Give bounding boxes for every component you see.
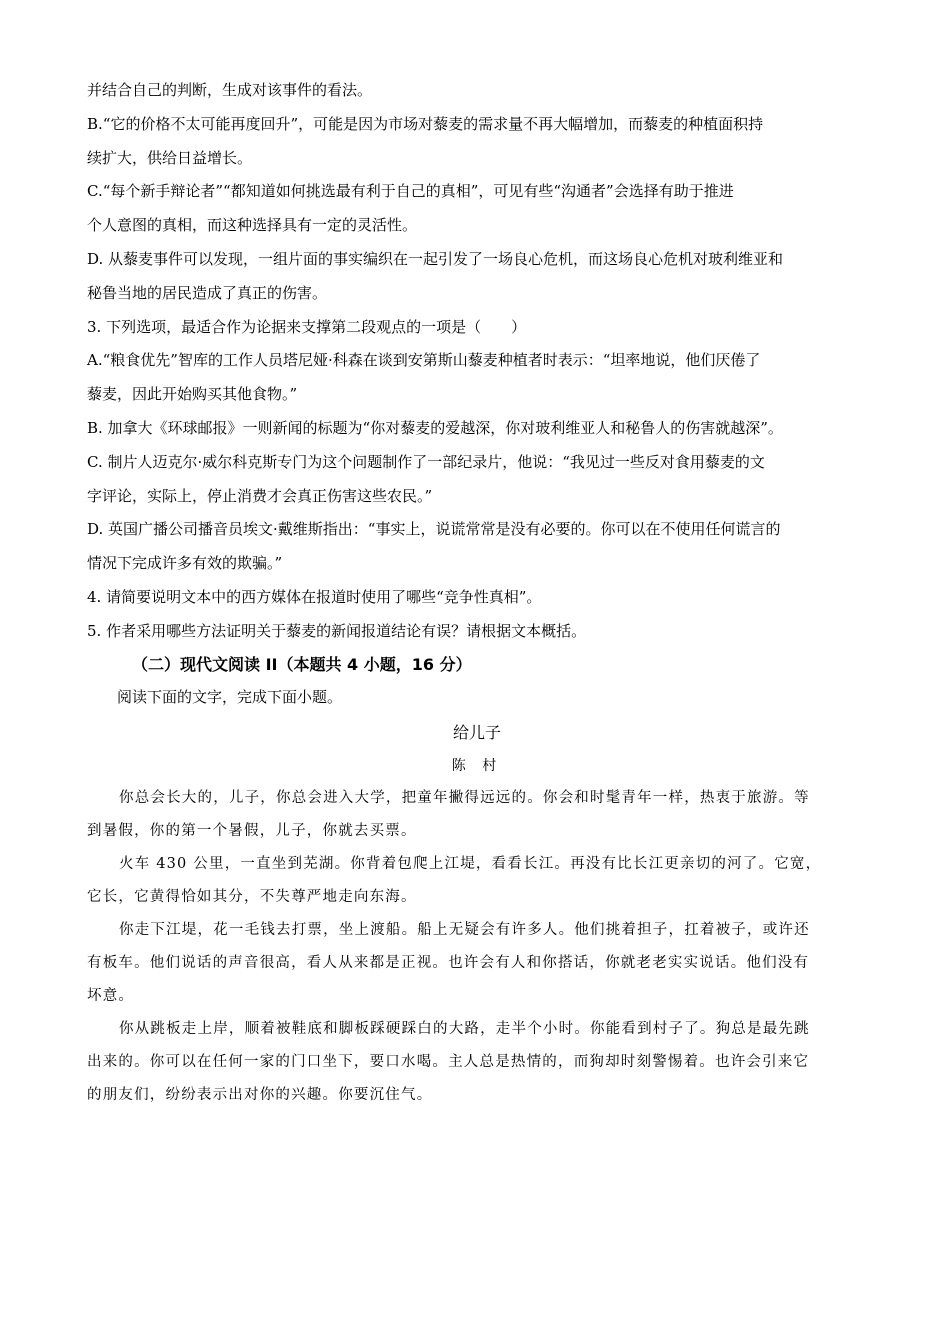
prose-paragraph-1-line-1: 你总会长大的，儿子，你总会进入大学，把童年撇得远远的。你会和时髦青年一样，热衷于旅游。等 (119, 790, 810, 807)
question-5: 5. 作者采用哪些方法证明关于藜麦的新闻报道结论有误？请根据文本概括。 (87, 621, 587, 640)
option-b-line-2: 续扩大，供给日益增长。 (87, 148, 253, 167)
option-d-line-1: D. 从藜麦事件可以发现，一组片面的事实编织在一起引发了一场良心危机，而这场良心危机对玻利维亚和 (87, 249, 784, 268)
section-heading: （二）现代文阅读 II（本题共 4 小题，16 分） (132, 654, 472, 674)
option-c-line-1: C.“每个新手辩论者”“都知道如何挑选最有利于自己的真相”，可见有些“沟通者”会选择有助于推进 (87, 182, 734, 201)
option-c-line-2: 个人意图的真相，而这种选择具有一定的灵活性。 (87, 216, 418, 235)
prose-paragraph-2-line-1: 火车 430 公里，一直坐到芜湖。你背着包爬上江堤，看看长江。再没有比长江更亲切的河了。它宽， (119, 856, 822, 873)
prose-paragraph-3-line-1: 你走下江堤，花一毛钱去打票，坐上渡船。船上无疑会有许多人。他们挑着担子，扛着被子，或许还 (119, 922, 810, 939)
q3-option-a-line-2: 藜麦，因此开始购买其他食物。” (87, 385, 298, 404)
section-instruction: 阅读下面的文字，完成下面小题。 (117, 687, 343, 706)
prose-paragraph-1-line-2: 到暑假，你的第一个暑假，儿子，你就去买票。 (87, 823, 417, 840)
question-3: 3. 下列选项，最适合作为论据来支撑第二段观点的一项是（ ） (87, 317, 527, 336)
passage-title: 给儿子 (452, 723, 501, 743)
prose-paragraph-4-line-1: 你从跳板走上岸，顺着被鞋底和脚板踩硬踩白的大路，走半个小时。你能看到村子了。狗总是最先跳 (119, 1021, 810, 1038)
prose-paragraph-3-line-3: 坏意。 (87, 988, 135, 1005)
document-page (87, 74, 867, 1112)
prose-paragraph-4-line-3: 的朋友们，纷纷表示出对你的兴趣。你要沉住气。 (87, 1087, 433, 1104)
q3-option-d-line-2: 情况下完成许多有效的欺骗。” (87, 554, 283, 573)
q3-option-c-line-2: 字评论，实际上，停止消费才会真正伤害这些农民。” (87, 486, 433, 505)
prose-paragraph-2-line-2: 它长，它黄得恰如其分，不失尊严地走向东海。 (87, 889, 417, 906)
q3-option-b: B. 加拿大《环球邮报》一则新闻的标题为“你对藜麦的爱越深，你对玻利维亚人和秘鲁人的伤害就越深”。 (87, 418, 783, 437)
option-d-line-2: 秘鲁当地的居民造成了真正的伤害。 (87, 283, 328, 302)
text-line: 并结合自己的判断，生成对该事件的看法。 (87, 81, 373, 99)
q3-option-a-line-1: A.“粮食优先”智库的工作人员塔尼娅·科森在谈到安第斯山藜麦种植者时表示：“坦率地说，他们厌倦了 (87, 351, 761, 370)
prose-paragraph-4-line-2: 出来的。你可以在任何一家的门口坐下，要口水喝。主人总是热情的，而狗却时刻警惕着。也许会引来它 (87, 1054, 810, 1071)
prose-paragraph-3-line-2: 有板车。他们说话的声音很高，看人从来都是正视。也许会有人和你搭话，你就老老实实说话。他们没有 (87, 955, 810, 972)
q3-option-c-line-1: C. 制片人迈克尔·威尔科克斯专门为这个问题制作了一部纪录片，他说：“我见过一些反对食用藜麦的文 (87, 452, 765, 471)
option-b-line-1: B.“它的价格不太可能再度回升”，可能是因为市场对藜麦的需求量不再大幅增加，而藜麦的种植面积持 (87, 114, 764, 133)
passage-author: 陈 村 (451, 758, 503, 775)
q3-option-d-line-1: D. 英国广播公司播音员埃文·戴维斯指出：“事实上，说谎常常是没有必要的。你可以在不使用任何谎言的 (87, 520, 781, 539)
question-4: 4. 请简要说明文本中的西方媒体在报道时使用了哪些“竞争性真相”。 (87, 587, 542, 606)
